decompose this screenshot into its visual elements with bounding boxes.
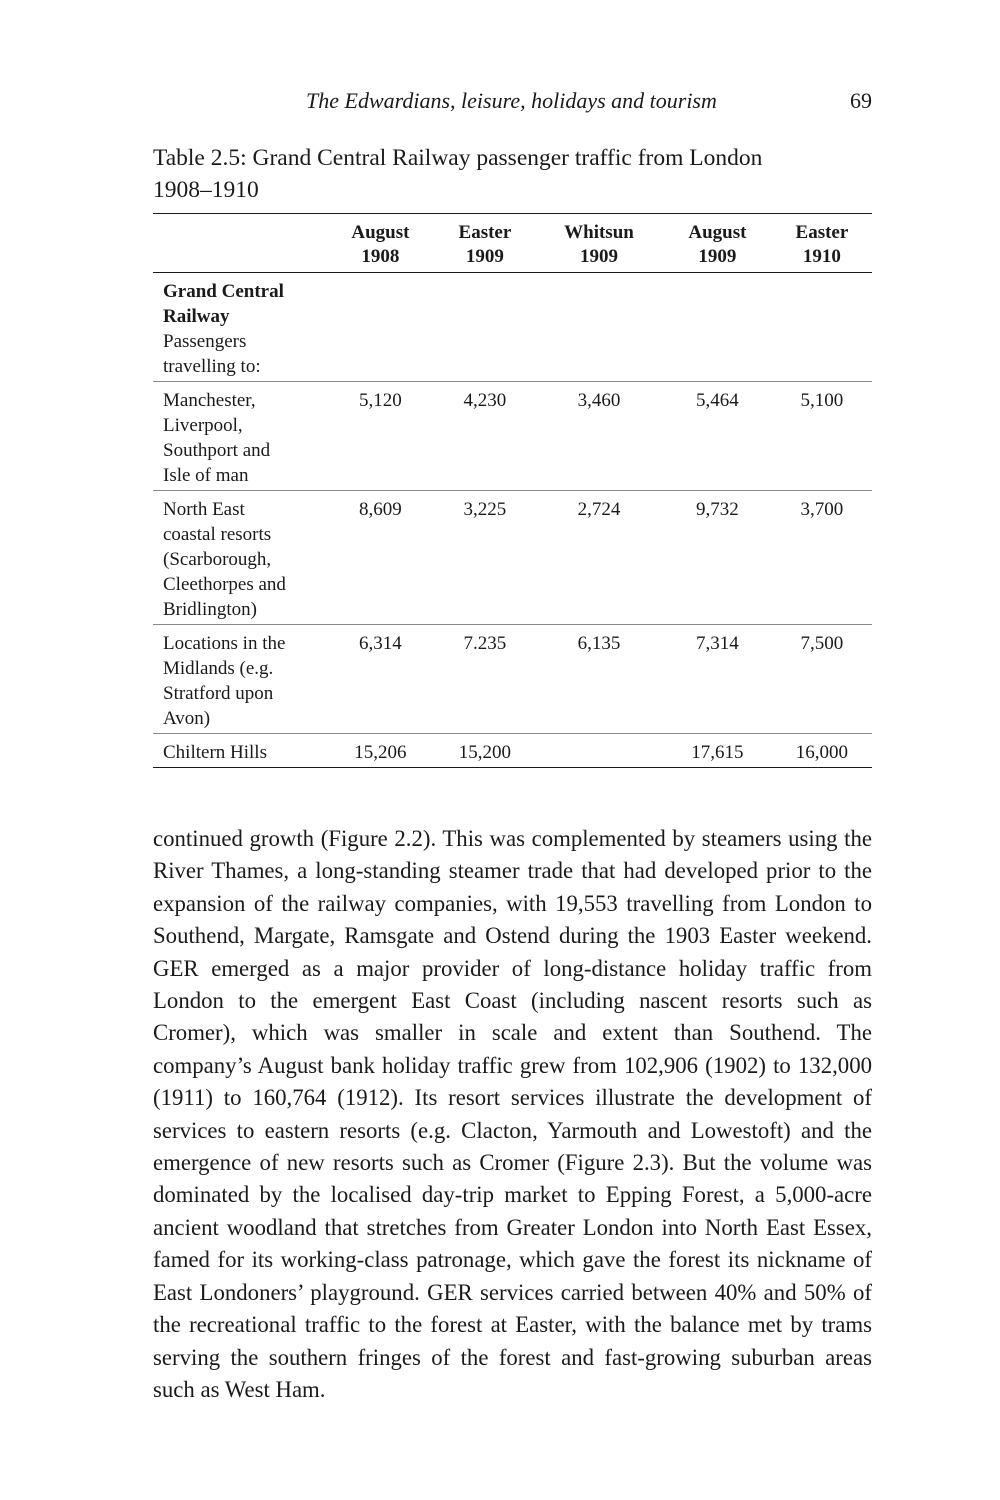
cell-value: 7,314: [696, 633, 739, 654]
column-header-whitsun-1909: [535, 214, 663, 273]
cell-value: 7,500: [800, 633, 844, 654]
column-header-easter-1910: [772, 214, 872, 273]
cell-value: 5,120: [359, 390, 402, 411]
column-header-line: 1908: [361, 246, 400, 267]
cell-value: 17,615: [691, 742, 744, 763]
row-label-line: Stratford upon: [163, 683, 274, 704]
column-header-august-1909: [663, 214, 772, 273]
cell-value: 5,100: [800, 390, 844, 411]
column-header-line: 1909: [698, 246, 737, 267]
row-label-line: Liverpool,: [163, 415, 243, 436]
column-header-line: Whitsun: [564, 222, 634, 243]
column-header-line: August: [351, 222, 410, 243]
column-header-line: August: [688, 222, 747, 243]
row-label-line: North East: [163, 499, 245, 520]
passenger-traffic-table: [153, 213, 872, 768]
empty-cell: [435, 273, 535, 382]
row-label-line: Manchester,: [163, 390, 256, 411]
table-header-row: [153, 214, 872, 273]
cell-value: 15,200: [458, 742, 512, 763]
cell-value: 8,609: [359, 499, 402, 520]
page-number: 69: [850, 88, 872, 113]
table-row-midlands: [153, 625, 872, 734]
cell-value: 3,225: [463, 499, 507, 520]
table-caption: [153, 142, 793, 206]
header-empty-cell: [153, 214, 326, 273]
row-label-line: Southport and: [163, 440, 271, 461]
row-label: [153, 382, 326, 491]
running-head-title: The Edwardians, leisure, holidays and tourism: [306, 88, 717, 113]
group-subtitle-line: Passengers: [163, 331, 247, 352]
table-caption-line-2: 1908–1910: [153, 177, 259, 203]
row-label-line: Bridlington): [163, 599, 257, 620]
cell-value: 16,000: [795, 742, 849, 763]
row-label: [153, 491, 326, 625]
group-title-line: Grand Central: [163, 281, 284, 302]
cell-value: 3,460: [577, 390, 621, 411]
row-label-line: coastal resorts: [163, 524, 272, 545]
column-header-line: 1909: [465, 246, 504, 267]
cell-value: 4,230: [463, 390, 507, 411]
group-title-line: Railway: [163, 306, 230, 327]
cell-value: 2,724: [577, 499, 621, 520]
group-subtitle-line: travelling to:: [163, 356, 261, 377]
body-paragraph: continued growth (Figure 2.2). This was complemented by steamers using the River Thames, a long-standing steamer trade that had developed prior to the expansion of the railway companies, with 19,553 travelling from London to Southend, Margate, Ramsgate and Ostend during the 1903 Easter weekend. GER emerged as a major provider of long-distance holiday traffic from London to the emergent East Coast (including nascent resorts such as Cromer), which was smaller in scale and extent than Southend. The company’s August bank holiday traffic grew from 102,906 (1902) to 132,000 (1911) to 160,764 (1912). Its resort services illustrate the development of services to eastern resorts (e.g. Clacton, Yarmouth and Lowestoft) and the emergence of new resorts such as Cromer (Figure 2.3). But the volume was dominated by the localised day-trip market to Epping Forest, a 5,000-acre ancient woodland that stretches from Greater London into North East Essex, famed for its working-class patronage, which gave the forest its nickname of East Londoners’ playground. GER services carried between 40% and 50% of the recreational traffic to the forest at Easter, with the balance met by trams serving the southern fringes of the forest and fast-growing suburban areas such as West Ham.: [153, 826, 872, 1402]
row-label: [153, 734, 326, 768]
column-header-august-1908: [326, 214, 435, 273]
row-label-line: Cleethorpes and: [163, 574, 286, 595]
cell-value: [535, 734, 663, 768]
row-label: [153, 625, 326, 734]
column-header-line: 1909: [579, 246, 618, 267]
cell-value: 15,206: [354, 742, 407, 763]
group-header-row: [153, 273, 872, 382]
passenger-traffic-table-container: [153, 213, 872, 768]
row-label-line: (Scarborough,: [163, 549, 272, 570]
cell-value: 5,464: [696, 390, 739, 411]
empty-cell: [663, 273, 772, 382]
column-header-line: Easter: [458, 222, 512, 243]
column-header-line: Easter: [795, 222, 849, 243]
row-label-line: Isle of man: [163, 465, 249, 486]
cell-value: 6,135: [577, 633, 621, 654]
table-row-manchester: [153, 382, 872, 491]
cell-value: 7.235: [463, 633, 507, 654]
group-header-cell: [153, 273, 326, 382]
empty-cell: [326, 273, 435, 382]
row-label-line: Avon): [163, 708, 211, 729]
row-label-line: Chiltern Hills: [163, 742, 267, 763]
row-label-line: Midlands (e.g.: [163, 658, 274, 679]
table-caption-line-1: Table 2.5: Grand Central Railway passenger traffic from London: [153, 145, 763, 171]
table-row-north-east-coastal: [153, 491, 872, 625]
empty-cell: [535, 273, 663, 382]
row-label-line: Locations in the: [163, 633, 286, 654]
cell-value: 9,732: [696, 499, 739, 520]
empty-cell: [772, 273, 872, 382]
cell-value: 3,700: [800, 499, 844, 520]
table-row-chiltern-hills: [153, 734, 872, 768]
cell-value: 6,314: [359, 633, 402, 654]
column-header-easter-1909: [435, 214, 535, 273]
column-header-line: 1910: [802, 246, 841, 267]
